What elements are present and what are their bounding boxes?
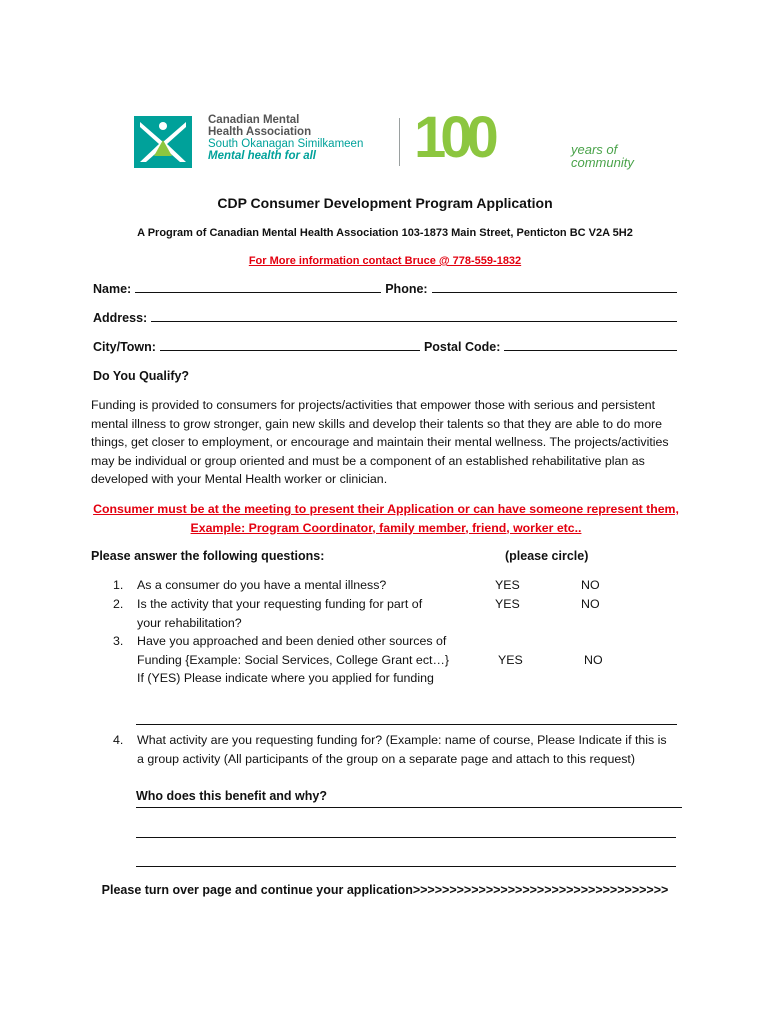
benefit-line-2[interactable] [136, 837, 676, 838]
question-3-no[interactable]: NO [584, 653, 603, 667]
please-circle-label: (please circle) [505, 549, 589, 563]
question-4-text [137, 731, 687, 768]
question-3-text [137, 632, 449, 688]
centennial-text [571, 143, 634, 169]
centennial-number: 100 [414, 105, 493, 170]
benefit-line-1[interactable] [136, 807, 682, 808]
question-3-line2: Funding {Example: Social Services, College Grant ect…} [137, 652, 449, 667]
centennial-text-line2: community [571, 155, 634, 170]
benefit-line-3[interactable] [136, 866, 676, 867]
name-label: Name: [93, 282, 132, 296]
org-name-line1: Canadian Mental [208, 114, 300, 126]
cmha-figure-icon [134, 116, 192, 168]
address-field[interactable] [151, 321, 677, 322]
question-2-line1: Is the activity that your requesting funding for part of [137, 597, 423, 611]
document-title: CDP Consumer Development Program Application [217, 195, 553, 211]
question-3-line3: If (YES) Please indicate where you applied for funding [137, 671, 434, 685]
name-field[interactable] [135, 292, 381, 293]
question-2-line2: your rehabilitation? [137, 615, 242, 630]
address-label: Address: [93, 311, 148, 325]
logo-divider [399, 118, 400, 166]
city-field[interactable] [160, 350, 420, 351]
question-1-no[interactable]: NO [581, 578, 600, 592]
org-name-line2: Health Association [208, 126, 312, 138]
city-label: City/Town: [93, 340, 156, 354]
question-3-number: 3. [113, 634, 124, 648]
question-2-no[interactable]: NO [581, 597, 600, 611]
consumer-note [90, 500, 682, 537]
question-3-line1: Have you approached and been denied other sources of [137, 634, 447, 648]
postal-code-field[interactable] [504, 350, 677, 351]
phone-field[interactable] [432, 292, 677, 293]
qualify-heading: Do You Qualify? [93, 369, 190, 383]
question-4-line2: a group activity (All participants of the group on a separate page and attach to this request) [137, 751, 635, 766]
city-postal-row [93, 340, 677, 354]
benefit-heading: Who does this benefit and why? [136, 789, 327, 803]
turn-over-note: Please turn over page and continue your application>>>>>>>>>>>>>>>>>>>>>>>>>>>>>>>>>>> [101, 883, 669, 897]
question-4-line1: What activity are you requesting funding for? (Example: name of course, Please Indicate if this is [137, 733, 667, 747]
consumer-note-line1: Consumer must be at the meeting to present their Application or can have someone represent them, [93, 502, 679, 516]
document-subtitle: A Program of Canadian Mental Health Association 103-1873 Main Street, Penticton BC V2A 5H2 [137, 227, 633, 239]
address-row [93, 311, 677, 325]
org-tagline: Mental health for all [208, 150, 316, 162]
contact-info: For More information contact Bruce @ 778-559-1832 [248, 255, 522, 267]
centennial-text-line1: years of [571, 142, 618, 157]
consumer-note-line2: Example: Program Coordinator, family member, friend, worker etc.. [190, 520, 582, 535]
name-phone-row [93, 282, 677, 296]
qualify-paragraph: Funding is provided to consumers for projects/activities that empower those with serious and persistent mental illness to grow stronger, gain new skills and develop their talents so that they are able to do more things, get closer to employment, or encourage and maintain their mental wellness. The projects/activities may be individual or group oriented and must be a component of an established rehabilitative plan as developed with your Mental Health worker or clinician. [91, 398, 669, 486]
question-1-number: 1. [113, 578, 124, 592]
question-1-yes[interactable]: YES [495, 578, 520, 592]
phone-label: Phone: [385, 282, 428, 296]
funding-sources-line[interactable] [136, 724, 677, 725]
cmha-logo [134, 112, 394, 168]
question-1-text: As a consumer do you have a mental illness? [137, 578, 387, 592]
question-2-text [137, 595, 422, 632]
question-4-number: 4. [113, 733, 124, 747]
question-2-number: 2. [113, 597, 124, 611]
question-3-yes[interactable]: YES [498, 653, 523, 667]
postal-label: Postal Code: [423, 340, 501, 354]
org-region: South Okanagan Similkameen [208, 138, 364, 150]
questions-heading: Please answer the following questions: [91, 549, 325, 563]
centennial-logo [414, 105, 654, 170]
question-2-yes[interactable]: YES [495, 597, 520, 611]
